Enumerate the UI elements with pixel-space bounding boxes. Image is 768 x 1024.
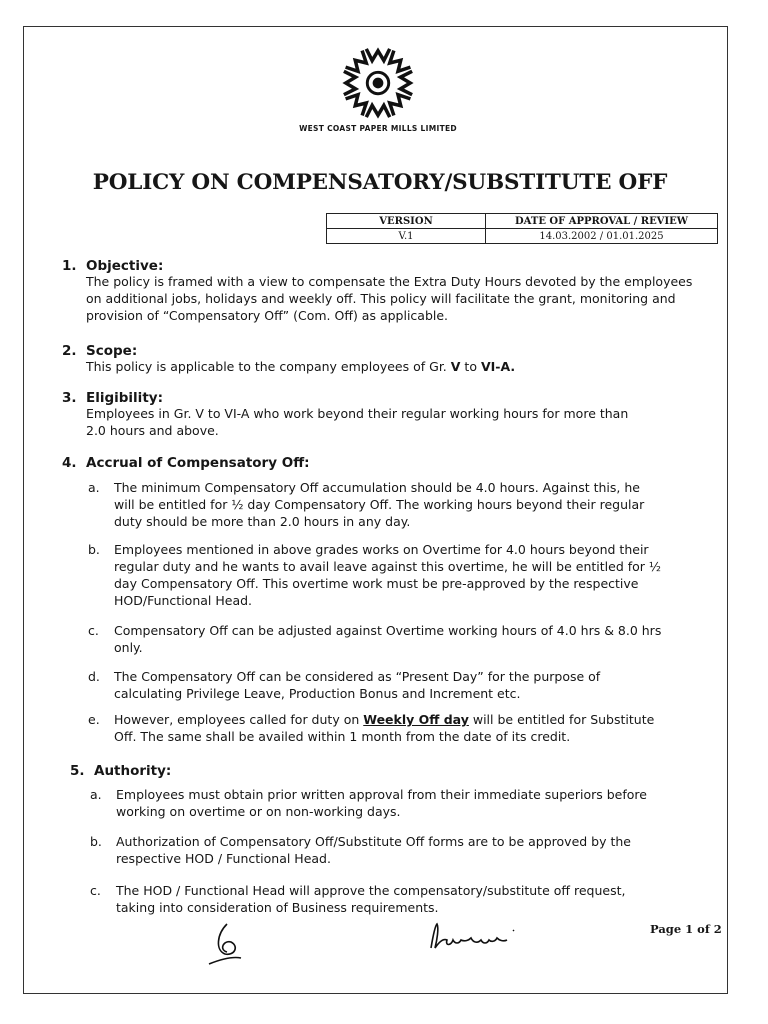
- company-name: WEST COAST PAPER MILLS LIMITED: [299, 124, 457, 133]
- objective-text: The policy is framed with a view to compensate the Extra Duty Hours devoted by the employees on additional jobs, holidays and weekly off. This policy will facilitate the grant, monitoring and provision of “Compensatory Off” (Com. Off) as applicable.: [86, 274, 693, 323]
- section-scope-heading: 2. Scope:: [62, 343, 138, 359]
- section-eligibility-heading: 3. Eligibility:: [62, 390, 163, 406]
- version-table: [326, 213, 718, 244]
- section-accrual-heading: 4. Accrual of Compensatory Off:: [62, 455, 310, 471]
- approval-date-header: DATE OF APPROVAL / REVIEW: [486, 214, 718, 229]
- company-logo-icon: [339, 44, 417, 122]
- page-number: Page 1 of 2: [650, 922, 722, 936]
- signature-initials-icon: [205, 920, 253, 970]
- scope-text: This policy is applicable to the company employees of Gr. V to VI-A.: [86, 359, 516, 374]
- eligibility-text: Employees in Gr. V to VI-A who work beyond their regular working hours for more than 2.0 hours and above.: [86, 406, 629, 438]
- section-authority-heading: 5. Authority:: [70, 763, 172, 779]
- approval-date-value: 14.03.2002 / 01.01.2025: [486, 229, 718, 244]
- signature-handwritten-icon: [425, 918, 520, 956]
- weekly-off-day-emphasis: Weekly Off day: [363, 712, 469, 727]
- version-header: VERSION: [327, 214, 486, 229]
- section-objective-heading: 1. Objective:: [62, 258, 164, 274]
- page-title: POLICY ON COMPENSATORY/SUBSTITUTE OFF: [92, 170, 668, 195]
- version-value: V.1: [327, 229, 486, 244]
